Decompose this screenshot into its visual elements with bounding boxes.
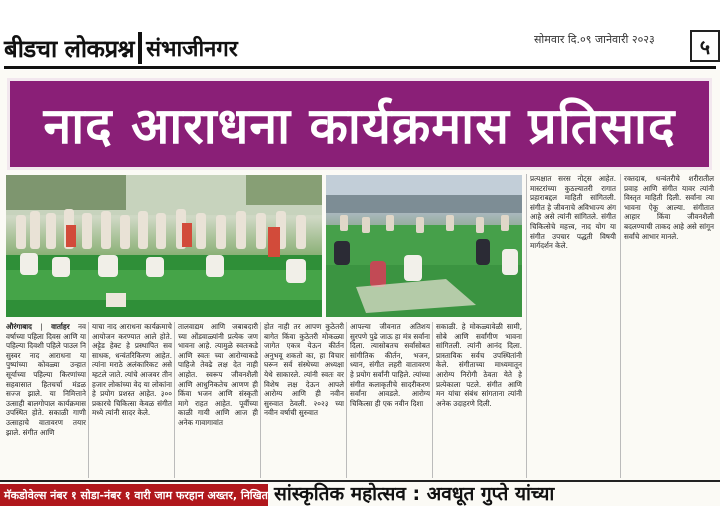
column-text-1: नव वर्षाच्या पहिला दिवस आणि या पहिल्या दिवशी पहिले पाउल नि सुस्वर नाद आराधना या पुष्पांच्या कोवळ्या उन्हात सूर्याच्या पहिल्या किरणांच्या सहवासात हितचर्चा मंडळ सज्ज झाले. या निमित्ताने उत्साही बालगोपाल कार्यक्रमास उपस्थित होते. सकाळी गाणी उत्साहाचे वातावरण तयार झाले. संगीत आणि <box>6 322 86 437</box>
column-divider <box>260 322 261 478</box>
next-headline: सांस्कृतिक महोत्सव : अवधूत गुप्ते यांच्या <box>274 483 555 505</box>
article-column-2: याचा नाद आराधना कार्यक्रमाचे आयोजन करण्यात आले होते. अट्टेड हेक्ट हे प्रस्थापित सव साधक, धन्वंतरिकिरण आहेत. त्यांना मराठे अलंकारिकट असे म्हटले जाते. त्यांचे आजवर तीन हजार लोकांच्या वेद या लोकांना हे प्रयोग प्रशस्त आहेत. ३०० प्रकारचे चिकित्सा केवळ संगीत मध्ये त्यांनी सादर केले. <box>92 322 172 418</box>
masthead-title-group <box>4 30 238 66</box>
column-divider <box>432 322 433 478</box>
article-dateline: औरंगाबाद <box>6 322 32 331</box>
article-column-5: आपल्या जीवनात अतिशय सुरपणे पुढे जाऊ हा मंत्र सर्वांना दिला. त्यासोबतच सर्वांसोबत सांगीतिक कीर्तन, भजन, ध्यान, संगीत लहरी वातावरण हे प्रयोग सर्वांनी पाहिले. त्यांच्या संगीत कलाकृतीचे सादरीकरण सर्वांना आवडले. आरोग्य चिकित्सा ही एक नवीन दिशा <box>350 322 430 408</box>
column-divider <box>346 322 347 478</box>
event-photo-main-illustration <box>6 175 322 317</box>
event-photo-secondary <box>326 175 522 317</box>
byline-separator: | <box>40 322 52 331</box>
article-column-8: रक्तदाब, धन्वंतरीचे शरीरातील प्रवाह आणि संगीत यावर त्यांनी विस्तृत माहिती दिली. सर्वांना त्या भावना ऐकू आल्या. संगीतात आहार किंवा जीवनशैली बदलण्याची ताकद आहे असे सांगून सर्वांचे आभार मानले. <box>624 174 714 241</box>
masthead-separator <box>138 32 142 64</box>
article-column-6: सकाळी. हे मोकळ्यावेळी सामी, सोबे आणि सर्वांगीण भावना सांगितली. त्यांनी आनंद दिला. प्रास्ताविक सर्वच उपस्थितांनी केले. संगीताच्या माध्यमातून आरोग्य निरोगी ठेवता येते हे प्रत्येकाला पटले. संगीत आणि मन यांचा संबंध सांगताना त्यांनी अनेक उदाहरणे दिली. <box>436 322 522 408</box>
masthead-rule <box>4 66 716 69</box>
date-line: सोमवार दि.०९ जानेवारी २०२३ <box>534 33 655 46</box>
article-column-3: तालवाद्यम आणि जबाबदारी च्या ओंडवाळ्यांनी प्रत्येक जण भावना आहे. त्यामुळे स्वतःकडे आणि स्वतः च्या आरोग्याकडे पाहिजे तेवढे लक्ष देत नाही आहोत. स्वरूप जीवनशैली आणि आधुनिकतेच आणण ही किंवा भजन आणि संस्कृती मागे राहत आहेत. पूर्वीच्या काळी गायी आणि आज ही अनेक गावागावांत <box>178 322 258 427</box>
column-divider <box>88 322 89 478</box>
article-column-4: होत नाही तर आपण कुठेतरी बागेत किंवा कुठेतरी मोकळ्या जागेत एकत्र येऊन कीर्तन अनुभवू शकतो का, हा विचार घरून सर्व संस्थेच्या अध्यक्षा येथे साकारले. त्यांनी स्वतः वर विशेष लक्ष देऊन आपले आरोग्य आणि ही नवीन सुरुवात ठेवली. २०२३ च्या नवीन वर्षाची सुरुवात <box>264 322 344 418</box>
column-divider <box>620 174 621 478</box>
headline: नाद आराधना कार्यक्रमास प्रतिसाद <box>43 97 676 155</box>
event-photo-main <box>6 175 322 317</box>
page-number: ५ <box>690 30 720 62</box>
article-column-1 <box>6 322 86 478</box>
masthead <box>0 0 720 70</box>
event-photo-secondary-illustration <box>326 175 522 317</box>
newspaper-name: बीडचा लोकप्रश्न <box>4 34 135 63</box>
edition-name: संभाजीनगर <box>146 37 238 62</box>
article-column-7: प्रत्यक्षात सरस नोट्स आहेत. मास्टरांच्या कुठल्यातरी रागात प्रहाराबद्दल माहिती सांगितली. संगीत हे जीवनाचे अविभाज्य अंग आहे असे त्यांनी सांगितले. संगीत चिकित्सेचे महत्त्व, नाद योग या संगीत उपचार पद्धती विषयी मार्गदर्शन केले. <box>530 174 616 251</box>
column-divider <box>174 322 175 478</box>
article-source: वार्ताहर <box>51 322 70 331</box>
article-body <box>0 174 720 480</box>
promo-strip: मॅकडोवेल्स नंबर १ सोडा-नंबर १ वारी जाम फरहान अख्तर, निखिता <box>0 484 268 506</box>
column-divider <box>526 174 527 478</box>
headline-banner <box>7 78 712 170</box>
